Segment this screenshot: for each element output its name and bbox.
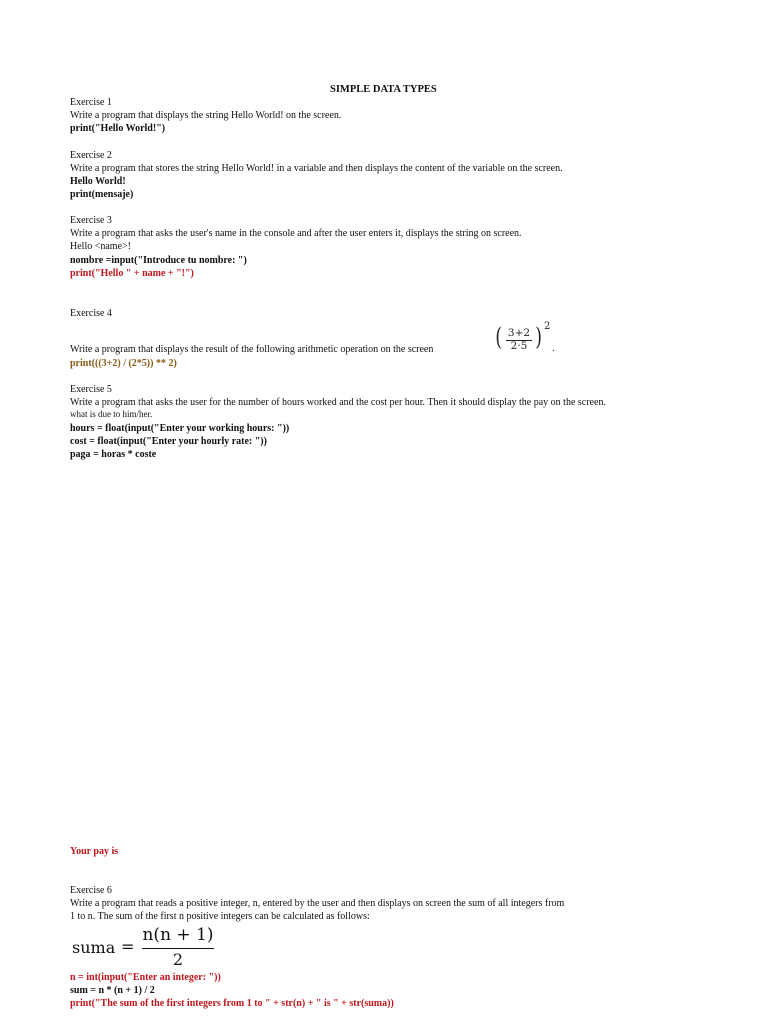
exercise-6-description-line-1: Write a program that reads a positive integer, n, entered by the user and then displays on screen the sum of all integers from — [70, 898, 565, 909]
formula-lhs: suma — [72, 938, 116, 957]
exercise-3-code-line-1: nombre =input("Introduce tu nombre: ") — [70, 255, 247, 266]
exercise-1-heading: Exercise 1 — [70, 97, 112, 108]
left-parenthesis: ( — [495, 323, 502, 351]
exercise-3-code-line-2: print("Hello " + name + "!") — [70, 268, 194, 279]
exercise-6-code-line-2: sum = n * (n + 1) / 2 — [70, 985, 155, 996]
exercise-5-code-line-3: paga = horas * coste — [70, 449, 157, 460]
exercise-1-description: Write a program that displays the string Hello World! on the screen. — [70, 110, 342, 121]
formula-denominator: 2 — [172, 950, 184, 969]
exercise-2-heading: Exercise 2 — [70, 150, 112, 161]
exercise-4-description: Write a program that displays the result of the following arithmetic operation on the screen — [70, 344, 434, 355]
exercise-6-heading: Exercise 6 — [70, 885, 112, 896]
formula-equals: = — [121, 937, 135, 956]
exercise-5-code-line-1: hours = float(input("Enter your working hours: ")) — [70, 423, 290, 434]
exercise-2-output: Hello World! — [70, 176, 126, 187]
exercise-3-heading: Exercise 3 — [70, 215, 112, 226]
exercise-5-output: Your pay is — [70, 846, 119, 857]
exercise-5-heading: Exercise 5 — [70, 384, 112, 395]
exercise-5-code-line-2: cost = float(input("Enter your hourly rate: ")) — [70, 436, 267, 447]
exercise-1-code: print("Hello World!") — [70, 123, 166, 134]
formula-denominator: 2·5 — [510, 340, 528, 352]
exercise-3-output: Hello <name>! — [70, 241, 131, 252]
formula-exponent: 2 — [544, 321, 551, 332]
exercise-6-formula — [72, 924, 222, 972]
formula-numerator: n(n + 1) — [142, 925, 214, 945]
formula-numerator: 3+2 — [507, 327, 531, 339]
exercise-6-code-line-1: n = int(input("Enter an integer: ")) — [70, 972, 221, 983]
exercise-4-heading: Exercise 4 — [70, 308, 112, 319]
exercise-3-description: Write a program that asks the user's name in the console and after the user enters it, displays the string on screen. — [70, 228, 522, 239]
exercise-5-description: Write a program that asks the user for the number of hours worked and the cost per hour. Then it should display the pay on the screen. — [70, 397, 606, 408]
fraction-bar — [142, 948, 214, 949]
exercise-5-description-continued: what is due to him/her. — [70, 409, 153, 419]
exercise-6-code-line-3: print("The sum of the first integers from 1 to " + str(n) + " is " + str(suma)) — [70, 998, 394, 1009]
formula-trailing-period: . — [552, 344, 555, 354]
exercise-2-code: print(mensaje) — [70, 189, 134, 200]
right-parenthesis: ) — [535, 323, 542, 351]
exercise-2-description: Write a program that stores the string Hello World! in a variable and then displays the content of the variable on the screen. — [70, 163, 563, 174]
page-title: SIMPLE DATA TYPES — [330, 84, 437, 95]
exercise-4-code: print(((3+2) / (2*5)) ** 2) — [70, 358, 177, 369]
exercise-4-formula — [494, 320, 556, 360]
exercise-6-description-line-2: 1 to n. The sum of the first n positive integers can be calculated as follows: — [70, 911, 370, 922]
